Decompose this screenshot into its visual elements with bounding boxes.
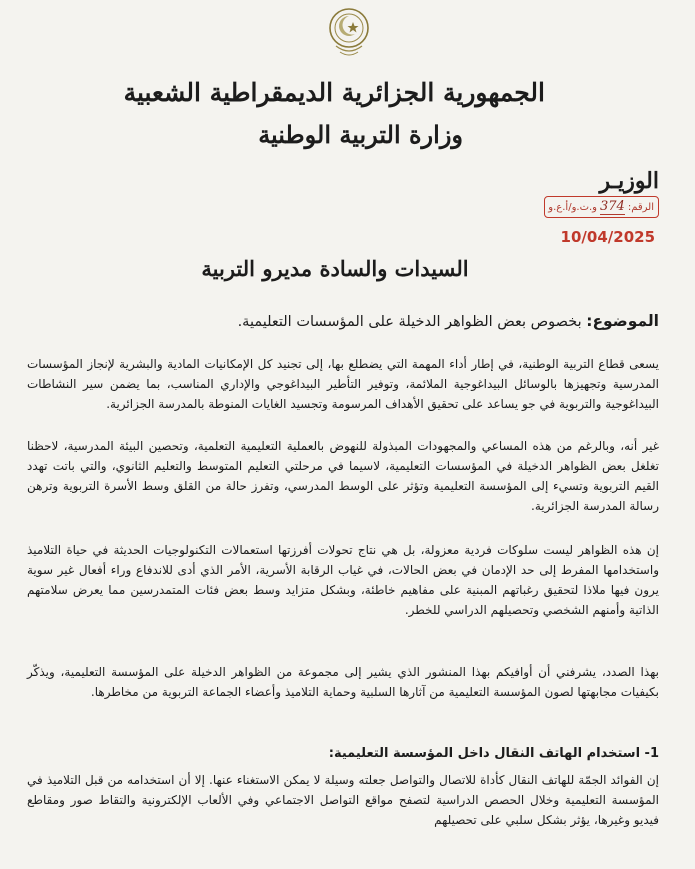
- section-1-title: 1- استخدام الهاتف النقال داخل المؤسسة التعليمية:: [328, 746, 659, 761]
- emblem-seal-icon: [326, 6, 372, 62]
- ministry-title: وزارة التربية الوطنية: [258, 120, 463, 149]
- section-1-paragraph: إن الفوائد الجمّة للهاتف النقال كأداة للاتصال والتواصل جعلته وسيلة لا يمكن الاستغناء عنها. إلا أن استخدامه من قبل التلاميذ في المؤسسة التعليمية وخلال الحصص الدراسية لتصفح مواقع التواصل الاجتماعي وفي الألعاب الإلكترونية والتقاط صور ومقاطع فيديو وغيرها، يؤثر بشكل سلبي على تحصيلهم: [27, 773, 659, 827]
- body-paragraph-2: غير أنه، وبالرغم من هذه المساعي والمجهودات المبذولة للنهوض بالعملية التعليمية التعلمية، وتحصين البيئة المدرسية، لاحظنا تغلغل بعض الظواهر الدخيلة في المؤسسات التعليمية، لاسيما في مرحلتي التعليم المتوسط والتعليم الثانوي، والتي باتت تهدد القيم التربوية وتسيء إلى المؤسسة التعليمية وتؤثر على الوسط المدرسي، وتفرز حالة من القلق وسط الأسرة التربوية وترهن رسالة المدرسة الجزائرية.: [27, 439, 659, 513]
- subject-line: [59, 312, 659, 330]
- reference-code: و.ت.و/أ.ع.و: [548, 201, 598, 213]
- body-paragraph-3: إن هذه الظواهر ليست سلوكات فردية معزولة، بل هي نتاج تحولات أفرزتها استعمالات التكنولوجيات الحديثة في حياة التلاميذ واستخدامها المفرط إلى حد الإدمان في بعض الحالات، في غياب الرقابة الأسرية، الأمر الذي أدى للاندفاع وراء أفعال غير سوية يرون فيها ملاذا لتحقيق رغباتهم المبنية على مفاهيم خاطئة، وبشكل متزايد وسط بعض فئات المتمدرسين مما يعرض سلامتهم الذاتية وأمنهم الشخصي وتحصيلهم الدراسي للخطر.: [27, 543, 659, 617]
- minister-heading: الوزيـر: [599, 168, 659, 194]
- document-date: 10/04/2025: [560, 228, 655, 246]
- subject-label: الموضوع:: [586, 312, 659, 330]
- reference-stamp: [544, 196, 659, 218]
- addressee-heading: السيدات والسادة مديرو التربية: [201, 256, 469, 281]
- body-paragraph-4: بهذا الصدد، يشرفني أن أوافيكم بهذا المنشور الذي يشير إلى مجموعة من الظواهر الدخيلة على المؤسسة التعليمية، ويذكّر بكيفيات مجابهتها لصون المؤسسة التعليمية من آثارها السلبية وحماية التلاميذ وأعضاء الجماعة التربوية من مخاطرها.: [27, 665, 659, 699]
- body-paragraph-1: يسعى قطاع التربية الوطنية، في إطار أداء المهمة التي يضطلع بها، إلى تجنيد كل الإمكانيات المادية والبشرية لإنجاز المؤسسات المدرسية وتجهيزها بالوسائل البيداغوجية الملائمة، وتوفير التأطير البيداغوجي والإداري المناسب، بما يضمن سير النشاطات البيداغوجية والتربوية في جو يساعد على تحقيق الأهداف المرسومة وتجسيد الغايات المنوطة بالمدرسة الجزائرية.: [27, 357, 659, 411]
- reference-number: 374: [600, 199, 625, 214]
- reference-label: الرقم:: [627, 201, 654, 213]
- subject-text: بخصوص بعض الظواهر الدخيلة على المؤسسات التعليمية.: [237, 314, 582, 330]
- country-title: الجمهورية الجزائرية الديمقراطية الشعبية: [123, 78, 545, 107]
